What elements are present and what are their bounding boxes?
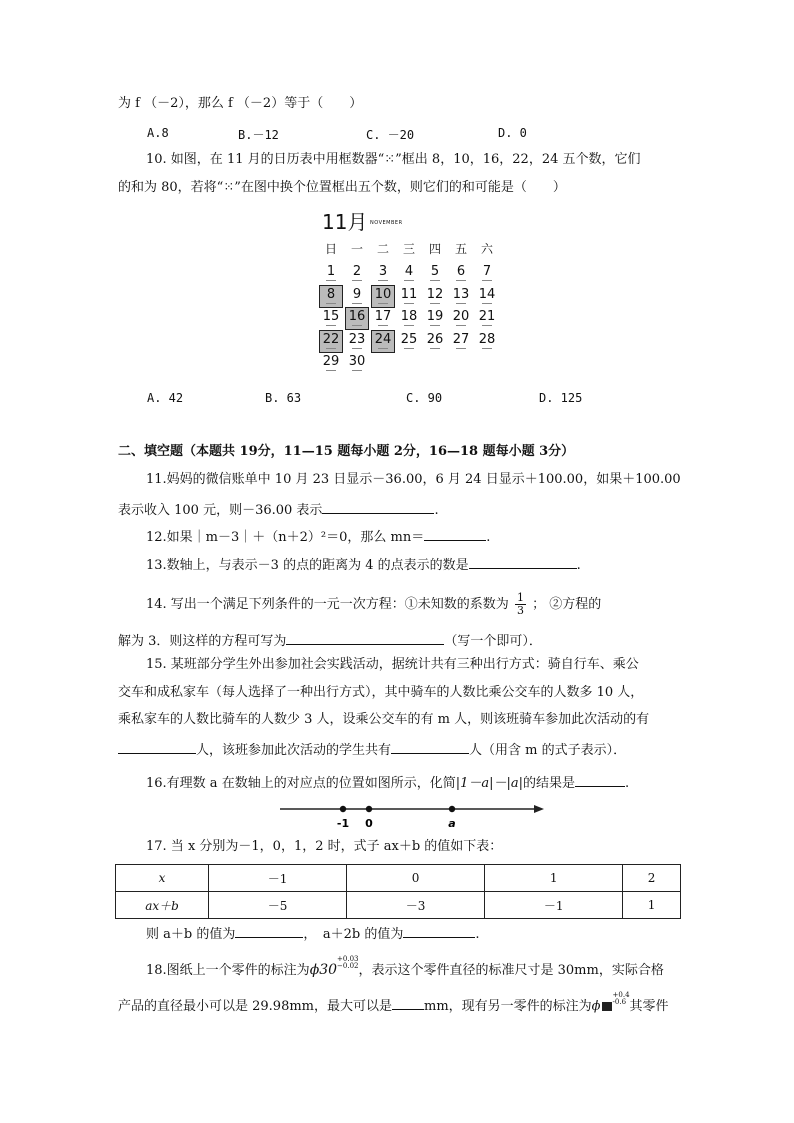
calendar-day: 6 — [456, 264, 466, 279]
q15-answer-blank-2[interactable] — [391, 740, 469, 754]
number-line-point — [449, 806, 455, 812]
q13-line — [146, 555, 581, 574]
number-line-label: 0 — [365, 817, 373, 830]
calendar-lunar-mark — [326, 347, 336, 349]
calendar-lunar-mark — [378, 279, 388, 281]
q14-line2 — [118, 631, 542, 650]
calendar-lunar-mark — [482, 302, 492, 304]
calendar-day: 7 — [482, 264, 492, 279]
q11-answer-blank[interactable] — [322, 500, 434, 514]
q14-line1 — [146, 592, 601, 617]
q17-answer-line — [146, 924, 479, 943]
calendar-lunar-mark — [326, 279, 336, 281]
calendar-day: 24 — [374, 331, 392, 347]
q18-dimension: ϕ30 — [309, 962, 338, 978]
calendar-title: 11月 — [322, 210, 368, 234]
calendar-weekday: 六 — [480, 242, 493, 256]
q18-line2 — [118, 992, 669, 1015]
calendar-day: 23 — [348, 331, 366, 347]
calendar-lunar-mark — [456, 279, 466, 281]
calendar-lunar-mark — [404, 347, 414, 349]
calendar-lunar-mark — [352, 347, 362, 349]
q15-text-4a: 人，该班参加此次活动的学生共有 — [196, 743, 392, 758]
calendar-day: 20 — [452, 309, 470, 325]
calendar-day: 16 — [348, 309, 366, 325]
calendar-day: 1 — [326, 264, 336, 279]
calendar-weekday: 三 — [402, 242, 415, 256]
number-line-figure — [276, 798, 548, 830]
calendar-day: 28 — [478, 331, 496, 347]
q17-text-b: ， a＋2b 的值为 — [303, 927, 404, 942]
calendar-lunar-mark — [456, 324, 466, 326]
calendar-lunar-mark — [326, 369, 336, 371]
q18-text-2c: 其零件 — [629, 999, 669, 1014]
table-cell: 2 — [623, 865, 681, 892]
calendar-lunar-mark — [378, 302, 388, 304]
calendar-day: 19 — [426, 309, 444, 325]
calendar-day: 25 — [400, 331, 418, 347]
calendar-lunar-mark — [430, 324, 440, 326]
q9-option-b: B.－12 — [238, 128, 279, 142]
calendar-lunar-mark — [456, 302, 466, 304]
q15-line3: 乘私家车的人数比骑车的人数少 3 人，设乘公交车的有 m 人，则该班骑车参加此次活动的有 — [118, 712, 650, 727]
number-line-arrow — [534, 805, 544, 813]
calendar-subtitle: NOVEMBER — [370, 220, 403, 226]
calendar-day: 18 — [400, 309, 418, 325]
calendar-day: 12 — [426, 286, 444, 302]
q12-answer-blank[interactable] — [424, 527, 486, 541]
calendar-day: 17 — [374, 309, 392, 325]
calendar-lunar-mark — [352, 324, 362, 326]
q13-answer-blank[interactable] — [469, 555, 577, 569]
calendar-day: 21 — [478, 309, 496, 325]
q18-dimension-2: ϕ — [591, 999, 601, 1014]
q18-text-2a: 产品的直径最小可以是 29.98mm，最大可以是 — [118, 999, 393, 1014]
q14-text-b: ； ②方程的 — [532, 597, 602, 612]
q18-answer-blank[interactable] — [392, 996, 424, 1010]
calendar-day: 22 — [322, 331, 340, 347]
q11-period: . — [434, 503, 439, 518]
calendar-day: 9 — [352, 286, 362, 302]
q15-text-4b: 人（用含 m 的式子表示）． — [469, 743, 627, 758]
calendar-lunar-mark — [378, 324, 388, 326]
q18-tol2-lower: -0.6 — [612, 998, 627, 1006]
number-line-point — [340, 806, 346, 812]
q14-fraction-denominator: 3 — [516, 604, 524, 617]
q16-line — [146, 773, 629, 792]
q9-option-d: D. 0 — [498, 126, 527, 140]
q12-line — [146, 527, 490, 546]
calendar-lunar-mark — [430, 302, 440, 304]
table-cell: －1 — [209, 865, 347, 892]
q14-fraction-numerator: 1 — [516, 591, 524, 604]
calendar-lunar-mark — [326, 302, 336, 304]
q17-text-a: 则 a＋b 的值为 — [146, 927, 236, 942]
calendar-lunar-mark — [326, 324, 336, 326]
calendar-day: 10 — [374, 286, 392, 302]
q16-expression: |1－a|－|a| — [455, 776, 523, 791]
calendar-lunar-mark — [430, 279, 440, 281]
q16-text-b: 的结果是 — [523, 776, 576, 791]
calendar-day: 29 — [322, 354, 340, 370]
q18-text-b: ，表示这个零件直径的标准尺寸是 30mm，实际合格 — [358, 963, 664, 978]
table-cell: 0 — [347, 865, 485, 892]
calendar-weekday: 二 — [376, 242, 389, 256]
q16-text: 16.有理数 a 在数轴上的对应点的位置如图所示，化简 — [146, 776, 456, 791]
number-line-point — [366, 806, 372, 812]
table-row — [116, 892, 681, 919]
table-cell: －1 — [485, 892, 623, 919]
q10-line1: 10. 如图，在 11 月的日历表中用框数器“⁙”框出 8，10，16，22，24 五个数，它们 — [146, 152, 641, 167]
q9-option-c: C. －20 — [366, 128, 415, 142]
calendar-lunar-mark — [404, 302, 414, 304]
q13-text: 13.数轴上，与表示－3 的点的距离为 4 的点表示的数是 — [146, 558, 469, 573]
q10-option-b: B. 63 — [265, 391, 302, 405]
table-cell: 1 — [485, 865, 623, 892]
q16-answer-blank[interactable] — [575, 773, 625, 787]
q9-tail-line: 为 f （－2），那么 f （－2）等于（ ） — [118, 96, 363, 111]
q12-text: 12.如果｜m－3｜＋（n＋2）²＝0，那么 mn＝ — [146, 530, 425, 545]
calendar-figure — [318, 206, 508, 376]
q18-line1 — [146, 956, 664, 979]
q18-tolerance-2 — [613, 992, 630, 1006]
table-cell: x — [116, 865, 209, 892]
q10-option-a: A. 42 — [147, 391, 184, 405]
q10-line2: 的和为 80，若将“⁙”在图中换个位置框出五个数，则它们的和可能是（ ） — [118, 180, 566, 195]
calendar-lunar-mark — [404, 324, 414, 326]
q17-answer-blank-2[interactable] — [403, 924, 475, 938]
table-cell: －5 — [209, 892, 347, 919]
q18-text-a: 18.图纸上一个零件的标注为 — [146, 963, 310, 978]
calendar-lunar-mark — [352, 279, 362, 281]
q11-line2 — [118, 500, 439, 519]
q10-option-c: C. 90 — [406, 391, 443, 405]
value-table — [115, 864, 681, 919]
calendar-weekday: 日 — [324, 242, 337, 256]
q17-line: 17. 当 x 分别为－1，0，1，2 时，式子 ax＋b 的值如下表： — [146, 839, 503, 854]
q15-line2: 交车和成私家车（每人选择了一种出行方式），其中骑车的人数比乘公交车的人数多 10 人， — [118, 685, 644, 700]
calendar-lunar-mark — [352, 302, 362, 304]
calendar-lunar-mark — [430, 347, 440, 349]
calendar-day: 13 — [452, 286, 470, 302]
table-cell: －3 — [347, 892, 485, 919]
calendar-day: 30 — [348, 354, 366, 370]
calendar-day: 11 — [400, 286, 418, 302]
q16-period: . — [625, 776, 630, 791]
calendar-day: 8 — [326, 286, 336, 302]
q17-period: . — [475, 927, 480, 942]
number-line-label: -1 — [336, 817, 350, 830]
calendar-lunar-mark — [352, 369, 362, 371]
q11-text: 表示收入 100 元，则－36.00 表示 — [118, 503, 323, 518]
q15-line1: 15. 某班部分学生外出参加社会实践活动，据统计共有三种出行方式：骑自行车、乘公 — [146, 657, 639, 672]
q18-tolerance — [337, 956, 358, 970]
q14-text-2: 解为 3．则这样的方程可写为 — [118, 634, 287, 649]
q18-tol2-upper: +0.4 — [612, 991, 630, 999]
q14-text: 14. 写出一个满足下列条件的一元一次方程：①未知数的系数为 — [146, 597, 509, 612]
q18-tol-upper: +0.03 — [337, 955, 359, 963]
calendar-day: 2 — [352, 264, 362, 279]
calendar-day: 4 — [404, 264, 414, 279]
calendar-day: 26 — [426, 331, 444, 347]
table-cell: 1 — [623, 892, 681, 919]
q13-period: . — [576, 558, 581, 573]
q14-fraction — [515, 592, 526, 617]
section2-heading: 二、填空题（本题共 19分，11—15 题每小题 2分，16—18 题每小题 3分） — [118, 444, 575, 459]
calendar-lunar-mark — [482, 347, 492, 349]
q14-answer-blank[interactable] — [286, 631, 444, 645]
q18-dimension-smudge — [602, 1002, 612, 1011]
q9-option-a: A.8 — [147, 126, 169, 140]
calendar-day: 27 — [452, 331, 470, 347]
q18-tol-lower: −0.02 — [337, 962, 359, 970]
calendar-day: 14 — [478, 286, 496, 302]
calendar-lunar-mark — [404, 279, 414, 281]
q12-period: . — [486, 530, 491, 545]
table-cell: ax＋b — [116, 892, 209, 919]
calendar-weekday: 四 — [428, 242, 441, 256]
calendar-weekday: 五 — [454, 242, 467, 256]
q14-text-2b: （写一个即可）． — [444, 634, 542, 649]
calendar-day: 3 — [378, 264, 388, 279]
calendar-day: 5 — [430, 264, 440, 279]
calendar-lunar-mark — [378, 347, 388, 349]
q15-answer-blank-1[interactable] — [118, 740, 196, 754]
q10-option-d: D. 125 — [539, 391, 583, 405]
table-row — [116, 865, 681, 892]
q11-line1: 11.妈妈的微信账单中 10 月 23 日显示－36.00，6 月 24 日显示＋100.00，如果＋100.00 — [146, 472, 681, 487]
q15-line4 — [118, 740, 626, 759]
calendar-lunar-mark — [456, 347, 466, 349]
q17-answer-blank-1[interactable] — [235, 924, 303, 938]
calendar-weekday: 一 — [350, 242, 363, 256]
number-line-label: a — [448, 817, 456, 830]
calendar-day: 15 — [322, 309, 340, 325]
calendar-lunar-mark — [482, 279, 492, 281]
calendar-lunar-mark — [482, 324, 492, 326]
q18-text-2b: mm，现有另一零件的标注为 — [424, 999, 592, 1014]
